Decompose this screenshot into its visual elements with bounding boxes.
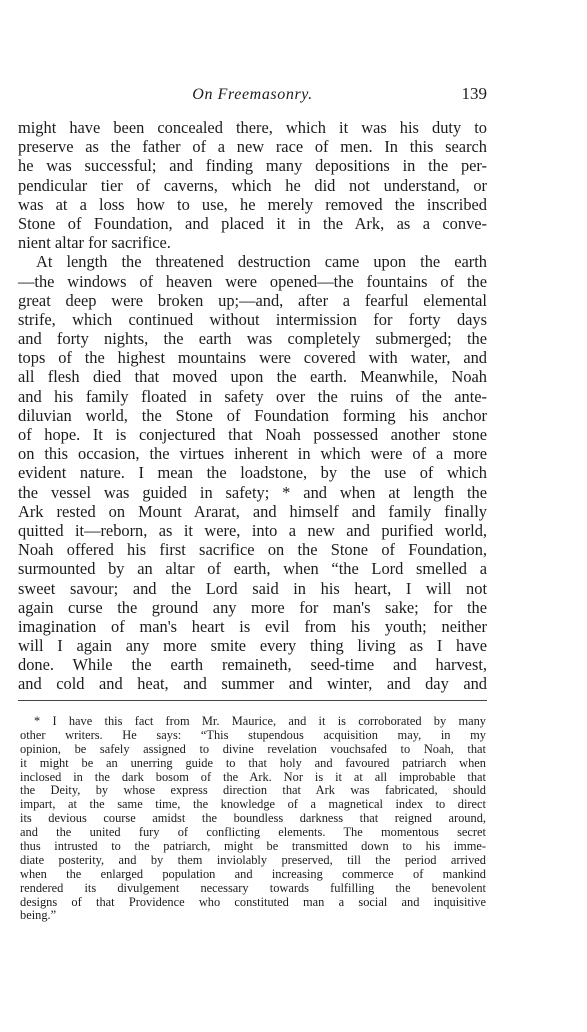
body-line: pendicular tier of caverns, which he did not understand, or: [18, 175, 487, 195]
body-line: will I again any more smite every thing living as I have: [18, 636, 487, 656]
body-line: Ark rested on Mount Ararat, and himself and family finally: [18, 501, 487, 521]
body-line: At length the threatened destruction came upon the earth: [36, 252, 487, 272]
body-line: on this occasion, the virtues inherent in which were of a more: [18, 444, 487, 464]
body-line: diluvian world, the Stone of Foundation forming his anchor: [18, 405, 487, 425]
footnote-line: * I have this fact from Mr. Maurice, and it is corroborated by many: [34, 714, 486, 728]
footnote: [20, 715, 486, 923]
footnote-line: when the enlarged population and increasing commerce of mankind: [20, 866, 486, 881]
body-line: was at a loss how to use, he merely removed the inscribed: [18, 194, 487, 214]
body-line: the vessel was guided in safety; * and when at length the: [18, 482, 487, 502]
footnote-line: being.”: [20, 908, 57, 923]
body-line: great deep were broken up;—and, after a fearful elemental: [18, 290, 487, 310]
body-line: —the windows of heaven were opened—the fountains of the: [18, 271, 487, 291]
footnote-line: it might be an unerring guide to that holy and favoured patriarch when: [20, 755, 486, 770]
body-line: done. While the earth remaineth, seed-time and harvest,: [18, 655, 487, 675]
footnote-line: rendered its divulgement necessary towards fulfilling the benevolent: [20, 880, 486, 895]
footnote-line: inclosed in the dark bosom of the Ark. Nor is it at all improbable that: [20, 769, 486, 784]
body-line: surmounted by an altar of earth, when “the Lord smelled a: [18, 559, 487, 579]
body-line: Stone of Foundation, and placed it in the Ark, as a conve-: [18, 213, 487, 233]
body-line: and his family floated in safety over the ruins of the ante-: [18, 386, 487, 406]
body-line: and cold and heat, and summer and winter, and day and: [18, 674, 487, 694]
body-text: [18, 118, 487, 694]
footnote-line: and the united fury of conflicting elements. The momentous secret: [20, 825, 486, 840]
body-line: sweet savour; and the Lord said in his heart, I will not: [18, 578, 487, 598]
body-line: he was successful; and finding many depositions in the per-: [18, 156, 487, 176]
body-line: imagination of man's heart is evil from his youth; neither: [18, 616, 487, 636]
running-head: [18, 84, 487, 106]
body-line: nient altar for sacrifice.: [18, 233, 171, 253]
body-line: and forty nights, the earth was completely submerged; the: [18, 329, 487, 349]
footnote-line: the Deity, by whose express direction that Ark was fabricated, should: [20, 783, 486, 798]
footnote-line: its devious course amidst the boundless darkness that reigned around,: [20, 811, 486, 826]
body-line: tops of the highest mountains were covered with water, and: [18, 348, 487, 368]
body-line: all flesh died that moved upon the earth. Meanwhile, Noah: [18, 367, 487, 387]
running-title: On Freemasonry.: [192, 86, 313, 103]
body-line: quitted it—reborn, as it were, into a new and purified world,: [18, 520, 487, 540]
footnote-line: opinion, be safely assigned to divine revelation vouchsafed to Noah, that: [20, 741, 486, 756]
footnote-line: other writers. He says: “This stupendous acquisition may, in my: [20, 727, 486, 742]
footnote-line: diate posterity, and by them inviolably preserved, till the period arrived: [20, 852, 486, 867]
footnote-line: designs of that Providence who constituted man a social and inquisitive: [20, 894, 486, 909]
footnote-line: thus intrusted to the patriarch, might be transmitted down to his imme-: [20, 839, 486, 854]
body-line: strife, which continued without intermission for forty days: [18, 309, 487, 329]
footnote-rule: [18, 700, 487, 701]
body-line: again curse the ground any more for man's sake; for the: [18, 597, 487, 617]
body-line: might have been concealed there, which it was his duty to: [18, 118, 487, 137]
body-line: preserve as the father of a new race of men. In this search: [18, 137, 487, 157]
body-line: evident nature. I mean the loadstone, by the use of which: [18, 463, 487, 483]
footnote-line: impart, at the same time, the knowledge of a magnetical index to direct: [20, 797, 486, 812]
body-line: Noah offered his first sacrifice on the Stone of Foundation,: [18, 540, 487, 560]
body-line: of hope. It is conjectured that Noah possessed another stone: [18, 425, 487, 444]
page-number: 139: [461, 84, 487, 103]
